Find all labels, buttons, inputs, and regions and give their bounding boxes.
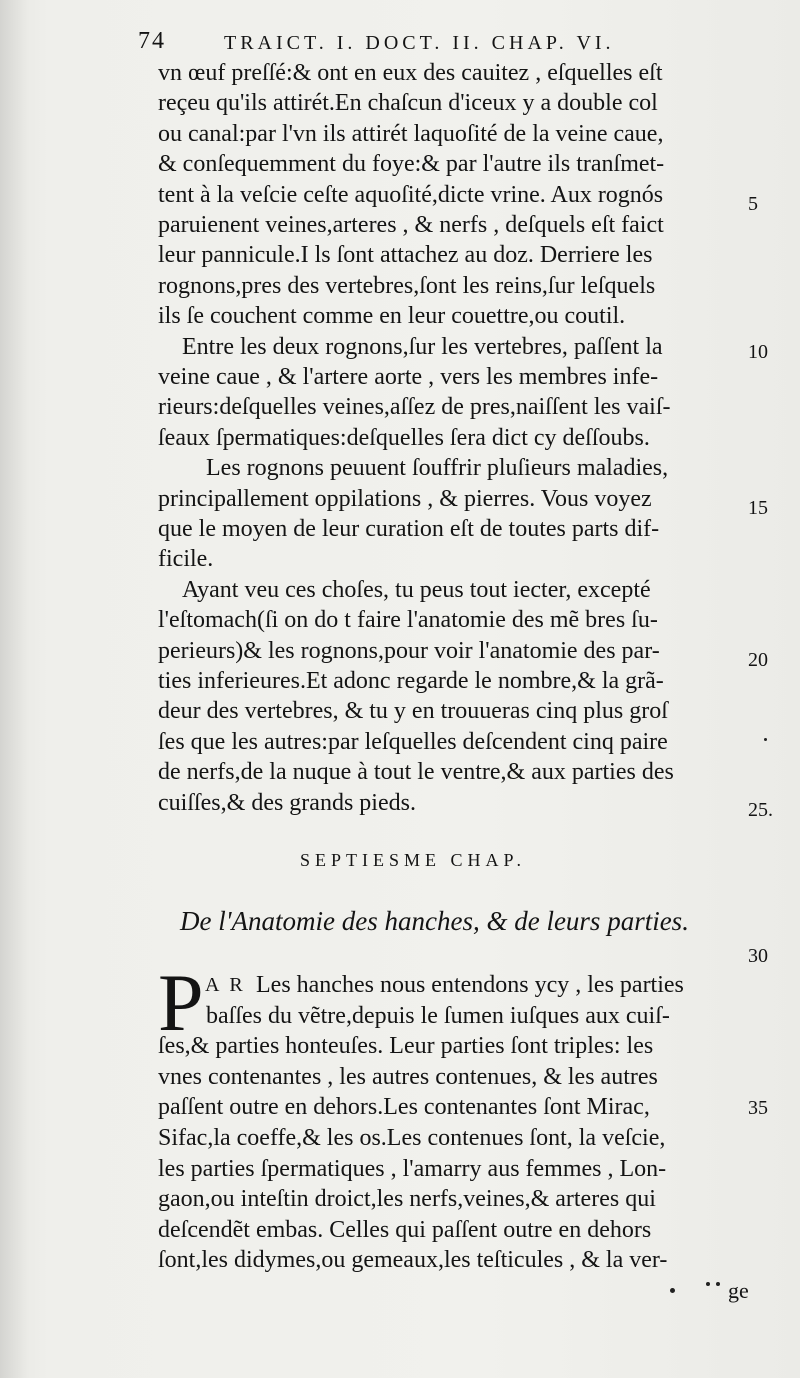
chapter-text-line: baſſes du vẽtre,depuis le ſumen iuſques aux cuiſ-	[206, 1002, 670, 1029]
text-line: deur des vertebres, & tu y en trouueras cinq plus groſ	[158, 698, 668, 725]
folio-number: 74	[138, 28, 166, 54]
chapter-text-line: les parties ſpermatiques , l'amarry aus femmes , Lon-	[158, 1155, 667, 1182]
ink-speck	[670, 1288, 675, 1293]
text-line: reçeu qu'ils attirét.En chaſcun d'iceux y a double col	[158, 90, 658, 117]
text-line: que le moyen de leur curation eſt de toutes parts dif-	[158, 516, 660, 542]
text-line: rognons,pres des vertebres,ſont les reins,ſur leſquels	[158, 272, 656, 299]
gutter-shadow	[0, 0, 28, 1378]
text-line: rieurs:deſquelles veines,aſſez de pres,naiſſent les vaiſ-	[158, 394, 671, 421]
text-line: vn œuf preſſé:& ont en eux des cauitez , eſquelles eſt	[158, 60, 663, 86]
chapter-text-line: ſont,les didymes,ou gemeaux,les teſticules , & la ver-	[158, 1247, 668, 1274]
text-line: ſes que les autres:par leſquelles deſcendent cinq paire	[158, 728, 668, 755]
text-line: leur pannicule.I ls ſont attachez au doz. Derriere les	[158, 242, 653, 269]
text-line: de nerfs,de la nuque à tout le ventre,& aux parties des	[158, 759, 674, 786]
chapter-text-line: gaon,ou inteſtin droict,les nerfs,veines,& arteres qui	[158, 1186, 656, 1213]
catchword: ge	[728, 1278, 749, 1303]
text-line: ficile.	[158, 546, 214, 573]
text-line: cuiſſes,& des grands pieds.	[158, 789, 416, 816]
margin-number-20: 20	[748, 649, 768, 671]
text-line: Les rognons peuuent ſouffrir pluſieurs maladies,	[206, 455, 669, 482]
text-line: l'eſtomach(ſi on do t faire l'anatomie des mẽ bres ſu-	[158, 607, 658, 634]
text-line: veine caue , & l'artere aorte , vers les membres infe-	[158, 364, 659, 390]
chapter-text-line: Sifac,la coeffe,& les os.Les contenues ſont, la veſcie,	[158, 1125, 666, 1151]
text-line: principallement oppilations , & pierres. Vous voyez	[158, 485, 652, 512]
margin-number-30: 30	[748, 945, 768, 967]
page-header	[138, 28, 738, 62]
margin-number-5: 5	[748, 193, 758, 215]
chapter-text-line: Les hanches nous entendons ycy , les parties	[256, 972, 684, 998]
margin-number-15: 15	[748, 497, 768, 519]
text-line: Ayant veu ces choſes, tu peus tout iecter, excepté	[182, 576, 651, 603]
drop-capital: P	[158, 957, 204, 1048]
chapter-title: De l'Anatomie des hanches, & de leurs parties.	[180, 906, 689, 936]
ink-speck	[716, 1282, 720, 1286]
chapter-text-line: paſſent outre en dehors.Les contenantes ſont Mirac,	[158, 1094, 650, 1121]
margin-number-35: 35	[748, 1097, 768, 1119]
margin-number-10: 10	[748, 341, 768, 363]
text-line: ou canal:par l'vn ils attirét laquoſité de la veine caue,	[158, 120, 664, 147]
text-line: Entre les deux rognons,ſur les vertebres, paſſent la	[182, 333, 663, 360]
chapter-subhead: SEPTIESME CHAP.	[300, 850, 527, 870]
text-line: ties inferieures.Et adonc regarde le nombre,& la grã-	[158, 668, 664, 694]
chapter-text-line: ſes,& parties honteuſes. Leur parties ſont triples: les	[158, 1033, 654, 1060]
first-word-smallcaps: A R	[205, 974, 246, 996]
ink-speck	[764, 738, 767, 741]
text-line: paruienent veines,arteres , & nerfs , deſquels eſt faict	[158, 212, 664, 238]
running-title: TRAICT. I. DOCT. II. CHAP. VI.	[224, 32, 615, 54]
text-line: tent à la veſcie ceſte aquoſité,dicte vrine. Aux rognós	[158, 181, 664, 208]
ink-speck	[706, 1282, 710, 1286]
text-line: & conſequemment du foye:& par l'autre ils tranſmet-	[158, 151, 665, 178]
chapter-text-line: deſcendẽt embas. Celles qui paſſent outre en dehors	[158, 1216, 652, 1243]
chapter-text-line: vnes contenantes , les autres contenues, & les autres	[158, 1063, 658, 1090]
text-line: ils ſe couchent comme en leur couettre,ou coutil.	[158, 303, 626, 330]
text-line: perieurs)& les rognons,pour voir l'anatomie des par-	[158, 637, 660, 664]
text-line: ſeaux ſpermatiques:deſquelles ſera dict cy deſſoubs.	[158, 424, 650, 451]
margin-number-25: 25.	[748, 799, 773, 821]
